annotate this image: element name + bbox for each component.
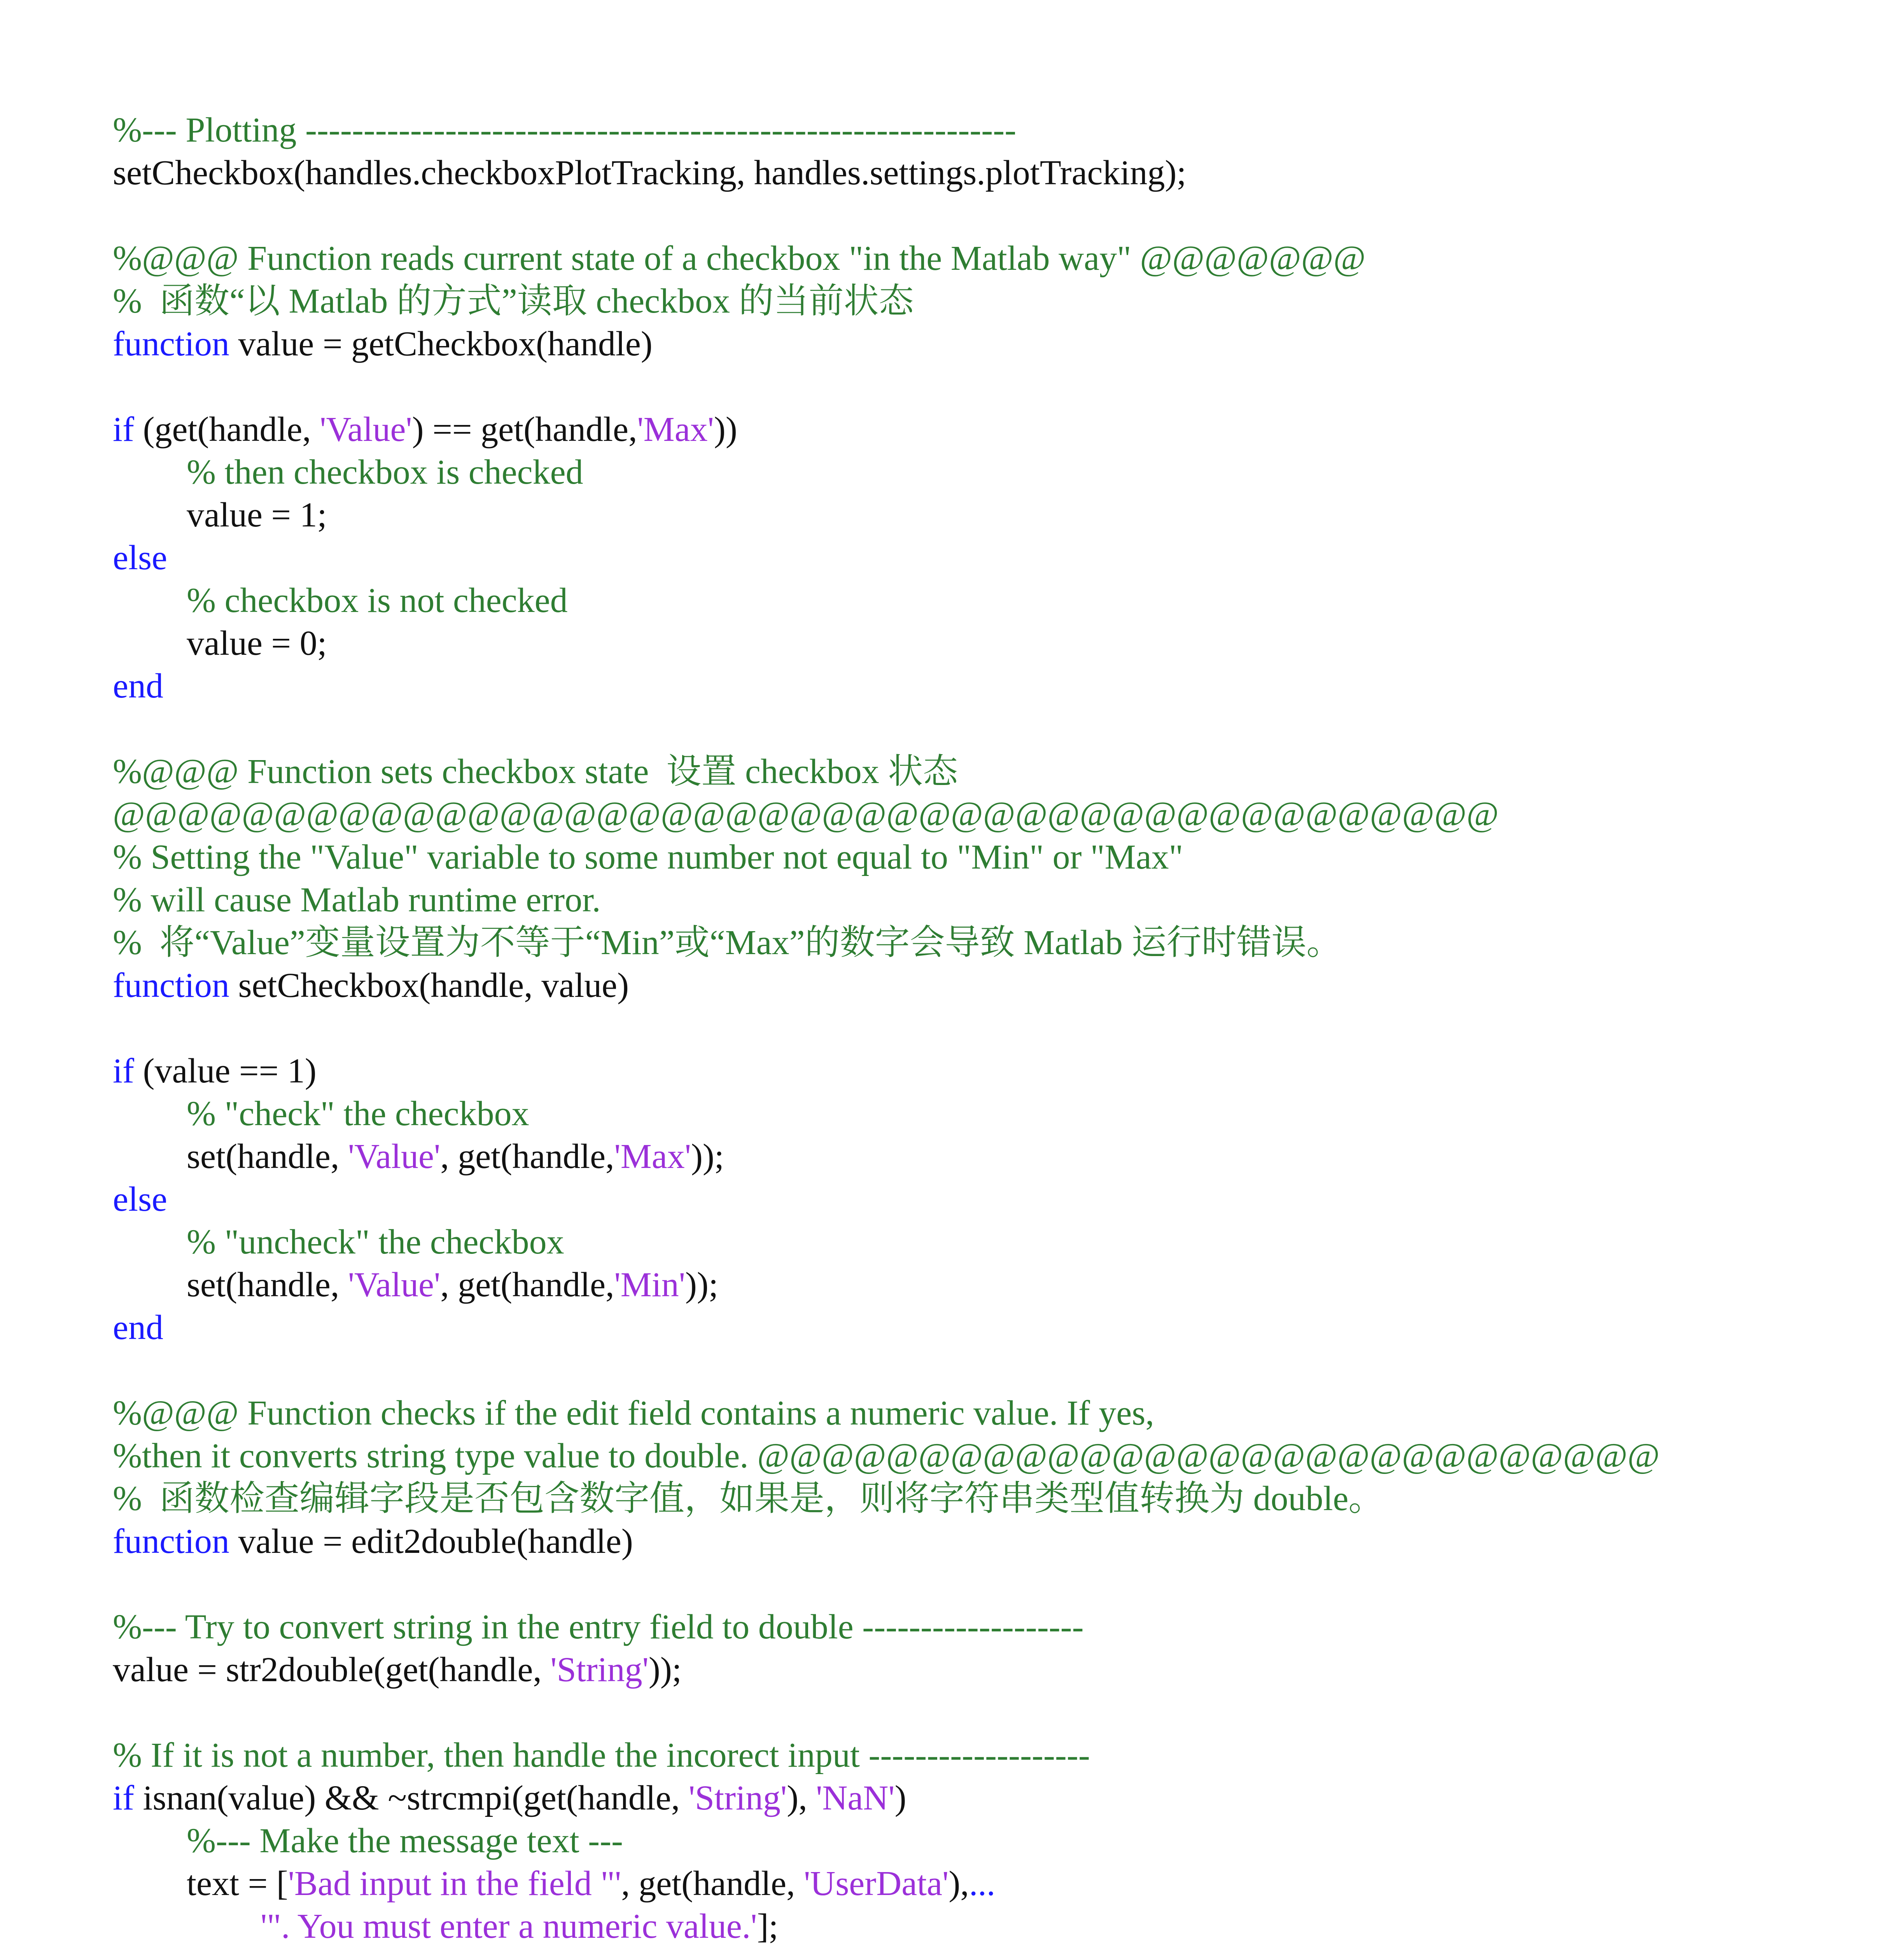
keyword-token: ...	[969, 1864, 996, 1903]
keyword-token: end	[113, 1308, 163, 1347]
string-token: 'String'	[688, 1779, 787, 1817]
string-token: 'Value'	[320, 410, 412, 449]
code-line	[187, 494, 327, 537]
code-line	[113, 1520, 633, 1563]
code-token: value = edit2double(handle)	[229, 1522, 633, 1561]
comment-token: % 函数“以 Matlab 的方式”读取 checkbox 的当前状态	[113, 282, 914, 320]
string-token: 'Bad input in the field "'	[288, 1864, 621, 1903]
comment-token: % checkbox is not checked	[187, 581, 568, 620]
string-token: 'Max'	[614, 1137, 691, 1176]
comment-token: % If it is not a number, then handle the incorect input -------------------	[113, 1736, 1090, 1774]
code-line	[113, 408, 737, 451]
code-token: ));	[685, 1266, 718, 1304]
code-token: (get(handle,	[134, 410, 320, 449]
string-token: 'Value'	[348, 1137, 441, 1176]
comment-token: % "uncheck" the checkbox	[187, 1223, 564, 1261]
code-token: ));	[648, 1650, 682, 1689]
code-line	[113, 1392, 1154, 1435]
code-line	[113, 665, 163, 708]
code-line	[113, 152, 1186, 194]
code-line	[113, 323, 653, 365]
code-line	[261, 1905, 778, 1944]
keyword-token: if	[113, 1052, 134, 1090]
comment-token: %--- Try to convert string in the entry field to double -------------------	[113, 1608, 1084, 1646]
comment-token: %--- Plotting -------------------------------------------------------------	[113, 111, 1017, 149]
code-token: ),	[948, 1864, 969, 1903]
code-token: value = 0;	[187, 624, 327, 663]
comment-token: % will cause Matlab runtime error.	[113, 881, 601, 919]
code-line	[113, 1050, 317, 1093]
code-line	[113, 280, 914, 323]
code-line	[113, 237, 1366, 280]
code-token: )	[894, 1779, 906, 1817]
code-token: value = str2double(get(handle,	[113, 1650, 551, 1689]
comment-token: % Setting the "Value" variable to some number not equal to "Min" or "Max"	[113, 838, 1183, 876]
code-token: (value == 1)	[134, 1052, 317, 1090]
code-token: ) == get(handle,	[412, 410, 637, 449]
code-line	[187, 622, 327, 665]
code-line	[113, 1435, 1660, 1477]
code-line	[113, 793, 1499, 836]
code-token: ));	[691, 1137, 724, 1176]
code-line	[187, 579, 568, 622]
string-token: 'String'	[550, 1650, 649, 1689]
code-line	[113, 537, 167, 579]
code-token: value = 1;	[187, 496, 327, 534]
code-token: setCheckbox(handles.checkboxPlotTracking, handles.settings.plotTracking);	[113, 154, 1186, 192]
code-token: set(handle,	[187, 1137, 348, 1176]
code-line	[113, 1178, 167, 1221]
code-line	[187, 1221, 564, 1264]
string-token: '". You must enter a numeric value.'	[261, 1907, 757, 1944]
code-line	[187, 451, 583, 494]
comment-token: % 将“Value”变量设置为不等于“Min”或“Max”的数字会导致 Matlab 运行时错误。	[113, 923, 1342, 962]
code-token: ];	[757, 1907, 779, 1944]
keyword-token: function	[113, 966, 229, 1005]
code-token: text = [	[187, 1864, 288, 1903]
string-token: 'Max'	[637, 410, 714, 449]
comment-token: %then it converts string type value to double. @@@@@@@@@@@@@@@@@@@@@@@@@@@@	[113, 1437, 1660, 1475]
code-token: , get(handle,	[440, 1137, 614, 1176]
code-line	[187, 1264, 718, 1306]
code-line	[187, 1093, 529, 1135]
comment-token: %@@@ Function checks if the edit field contains a numeric value. If yes,	[113, 1394, 1154, 1432]
code-line	[113, 1306, 163, 1349]
code-line	[113, 921, 1342, 964]
code-token: ),	[787, 1779, 816, 1817]
code-token: set(handle,	[187, 1266, 348, 1304]
code-line	[113, 750, 958, 793]
string-token: 'NaN'	[816, 1779, 895, 1817]
code-token: value = getCheckbox(handle)	[229, 325, 653, 363]
code-line	[113, 836, 1183, 879]
code-line	[187, 1862, 995, 1905]
code-line	[113, 1606, 1084, 1649]
code-token: , get(handle,	[621, 1864, 804, 1903]
comment-token: % "check" the checkbox	[187, 1094, 529, 1133]
string-token: 'Value'	[348, 1266, 441, 1304]
keyword-token: if	[113, 410, 134, 449]
keyword-token: else	[113, 538, 167, 577]
keyword-token: if	[113, 1779, 134, 1817]
code-line	[113, 879, 601, 921]
code-token: isnan(value) && ~strcmpi(get(handle,	[134, 1779, 689, 1817]
code-line	[187, 1820, 623, 1862]
code-line	[113, 1649, 682, 1691]
comment-token: %@@@ Function reads current state of a checkbox "in the Matlab way" @@@@@@@	[113, 239, 1366, 278]
code-line	[113, 1477, 1383, 1520]
code-line	[113, 964, 629, 1007]
comment-token: @@@@@@@@@@@@@@@@@@@@@@@@@@@@@@@@@@@@@@@@@@@	[113, 795, 1499, 834]
string-token: 'Min'	[614, 1266, 685, 1304]
comment-token: % then checkbox is checked	[187, 453, 583, 491]
code-line	[187, 1135, 724, 1178]
comment-token: %@@@ Function sets checkbox state 设置 checkbox 状态	[113, 752, 958, 791]
code-line	[113, 109, 1016, 152]
code-token: , get(handle,	[440, 1266, 614, 1304]
string-token: 'UserData'	[804, 1864, 949, 1903]
keyword-token: else	[113, 1180, 167, 1218]
keyword-token: end	[113, 667, 163, 705]
keyword-token: function	[113, 1522, 229, 1561]
keyword-token: function	[113, 325, 229, 363]
code-line	[113, 1734, 1090, 1777]
comment-token: %--- Make the message text ---	[187, 1822, 623, 1860]
code-token: ))	[714, 410, 737, 449]
code-token: setCheckbox(handle, value)	[229, 966, 629, 1005]
comment-token: % 函数检查编辑字段是否包含数字值，如果是，则将字符串类型值转换为 double。	[113, 1479, 1384, 1518]
code-line	[113, 1777, 906, 1820]
